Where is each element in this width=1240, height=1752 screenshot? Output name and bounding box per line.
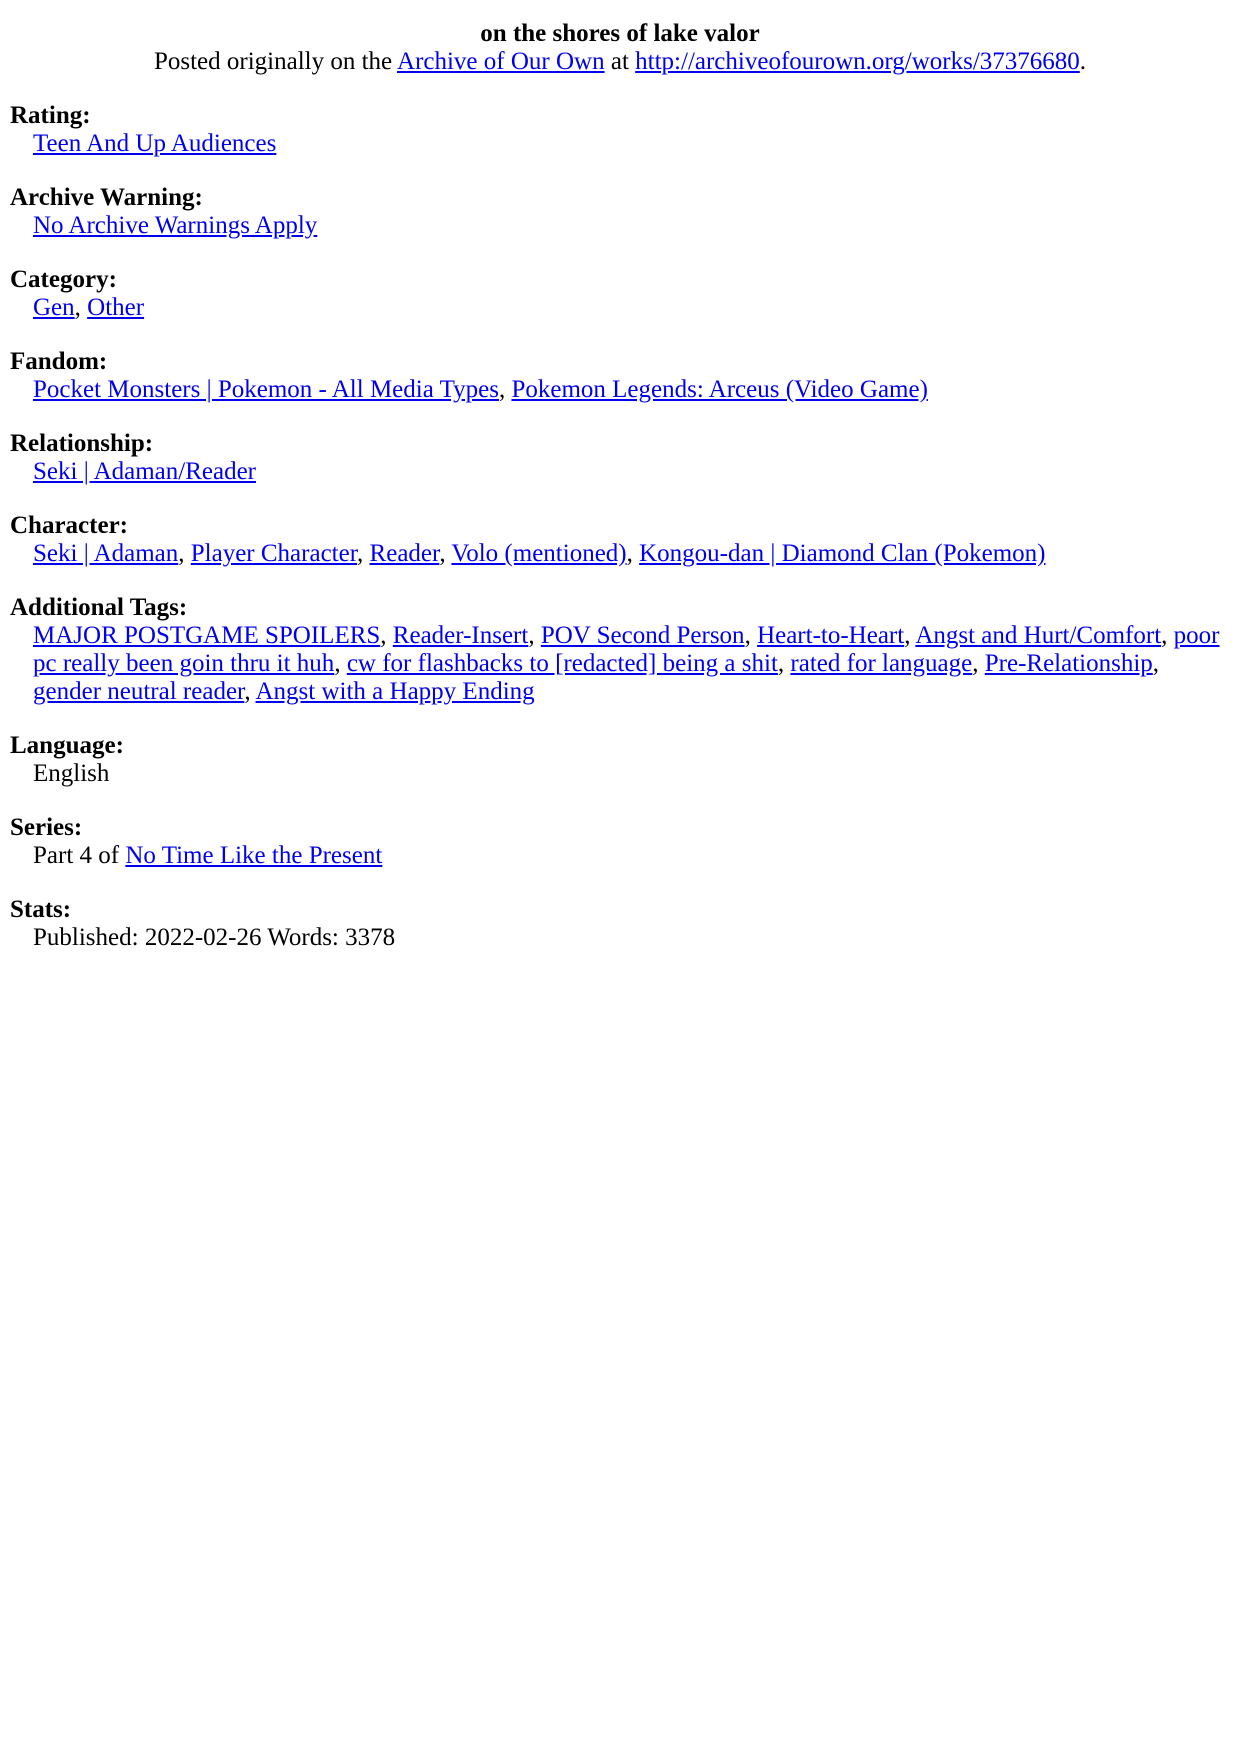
meta-value-stats (33, 924, 1230, 952)
additional-tags-link[interactable]: Angst with a Happy Ending (255, 678, 535, 705)
meta-value-rating (33, 130, 1230, 158)
category-link[interactable]: Gen (33, 294, 75, 321)
archive-of-our-own-link[interactable]: Archive of Our Own (397, 48, 605, 75)
character-link[interactable]: Kongou-dan | Diamond Clan (Pokemon) (639, 540, 1046, 567)
meta-value-category: Gen, Other (33, 294, 145, 321)
additional-tags-link[interactable]: MAJOR POSTGAME SPOILERS (33, 622, 381, 649)
character-link[interactable]: Volo (mentioned) (451, 540, 627, 567)
meta-label-series: Series: (10, 814, 83, 841)
meta-value-relationship (33, 458, 1230, 486)
additional-tags-link[interactable]: cw for flashbacks to [redacted] being a shit (346, 650, 778, 677)
meta-label-additional-tags: Additional Tags: (10, 594, 188, 621)
character-link[interactable]: Reader (369, 540, 440, 567)
rating-link[interactable]: Teen And Up Audiences (33, 130, 277, 157)
meta-label-archive-warning: Archive Warning: (10, 184, 203, 211)
meta-label-relationship: Relationship: (10, 430, 154, 457)
work-url-link[interactable]: http://archiveofourown.org/works/37376680 (635, 48, 1080, 75)
meta-value-archive-warning (33, 212, 1230, 240)
meta-value-character: Seki | Adaman, Player Character, Reader, Volo (mentioned), Kongou-dan | Diamond Clan (Pokemon) (33, 540, 1046, 567)
fandom-link[interactable]: Pocket Monsters | Pokemon - All Media Types (33, 376, 499, 403)
meta-value-series (33, 842, 1230, 870)
series-link[interactable]: No Time Like the Present (125, 842, 383, 869)
meta-value-additional-tags: MAJOR POSTGAME SPOILERS, Reader-Insert, POV Second Person, Heart-to-Heart, Angst and Hurt/Comfort, poor pc really been goin thru it huh, cw for flashbacks to [redacted] being a shit, rated for language, Pre-Relationship, gender neutral reader, Angst with a Happy Ending (33, 622, 1220, 705)
archive-warning-link[interactable]: No Archive Warnings Apply (33, 212, 318, 239)
additional-tags-link[interactable]: Pre-Relationship (984, 650, 1153, 677)
meta-list (10, 102, 1230, 952)
character-link[interactable]: Player Character (190, 540, 358, 567)
meta-label-category: Category: (10, 266, 117, 293)
meta-value-language (33, 760, 1230, 788)
additional-tags-link[interactable]: Reader-Insert (392, 622, 529, 649)
posted-middle-text: at (604, 48, 636, 75)
relationship-link[interactable]: Seki | Adaman/Reader (33, 458, 256, 485)
meta-label-fandom: Fandom: (10, 348, 108, 375)
posted-line (10, 48, 1230, 76)
language-text: English (33, 760, 110, 787)
stats-text: Published: 2022-02-26 (33, 924, 262, 951)
posted-suffix-text: . (1079, 48, 1087, 75)
work-title: on the shores of lake valor (480, 20, 760, 47)
posted-prefix-text: Posted originally on the (153, 48, 398, 75)
additional-tags-link[interactable]: gender neutral reader (33, 678, 245, 705)
character-link[interactable]: Seki | Adaman (33, 540, 179, 567)
additional-tags-link[interactable]: POV Second Person (540, 622, 745, 649)
meta-label-rating: Rating: (10, 102, 91, 129)
meta-label-stats: Stats: (10, 896, 72, 923)
additional-tags-link[interactable]: rated for language (790, 650, 973, 677)
fandom-link[interactable]: Pokemon Legends: Arceus (Video Game) (511, 376, 928, 403)
additional-tags-link[interactable]: Heart-to-Heart (757, 622, 905, 649)
series-prefix-text: Part 4 of (33, 842, 126, 869)
category-link[interactable]: Other (87, 294, 145, 321)
meta-label-character: Character: (10, 512, 128, 539)
stats-text: Words: 3378 (267, 924, 396, 951)
additional-tags-link[interactable]: poor pc really been goin thru it huh (33, 622, 1220, 677)
meta-label-language: Language: (10, 732, 124, 759)
additional-tags-link[interactable]: Angst and Hurt/Comfort (915, 622, 1162, 649)
meta-value-fandom: Pocket Monsters | Pokemon - All Media Types, Pokemon Legends: Arceus (Video Game) (33, 376, 928, 403)
